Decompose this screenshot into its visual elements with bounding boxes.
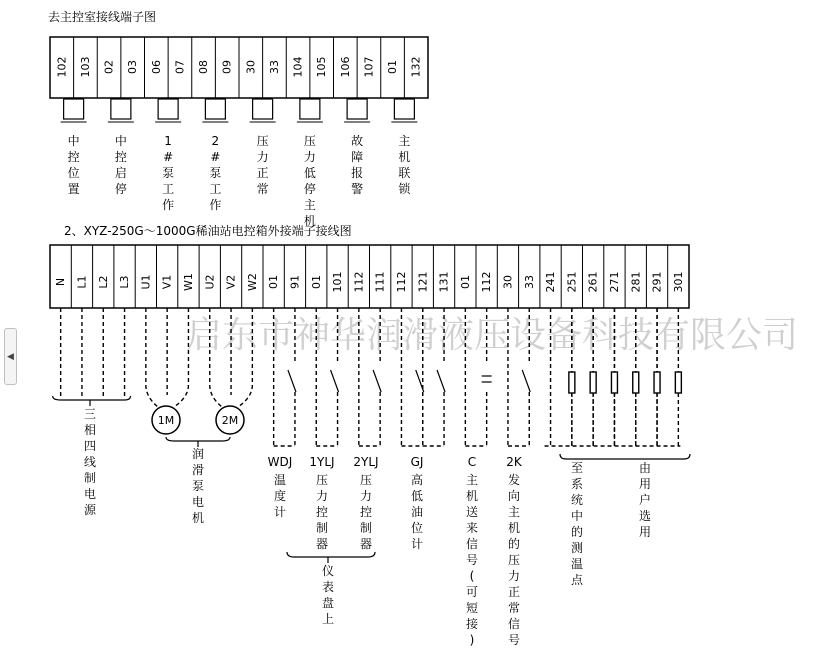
terminal-number: 281 [629, 271, 643, 293]
power-label-char: 线 [83, 455, 97, 469]
yl2-text-char: 压 [359, 473, 373, 487]
signal-2k-text-char: 的 [507, 537, 521, 551]
group-label-char: 机 [303, 214, 316, 228]
group-label-char: 2 [211, 134, 220, 148]
motor-label: 2M [221, 414, 239, 427]
yl2-text-char: 力 [359, 489, 373, 503]
section2-labels [84, 407, 651, 647]
connector-block [300, 99, 320, 119]
group-label [257, 134, 269, 196]
group-label-char: 压 [256, 134, 269, 148]
terminal-number: 30 [244, 60, 258, 74]
group-label-char: # [210, 150, 221, 164]
terminal-number: 111 [373, 271, 387, 293]
signal-2k-code: 2K [506, 455, 522, 469]
yl1-text-char: 制 [315, 521, 329, 535]
instrument-panel-label-char: 上 [321, 612, 335, 626]
switch-contact [288, 370, 296, 392]
group-label-char: 置 [67, 182, 80, 196]
instrument-panel-label-char: 仪 [321, 564, 335, 578]
yl2-text-char: 器 [359, 537, 373, 551]
terminal-number: 02 [102, 60, 116, 74]
gj-text-char: 高 [410, 473, 424, 487]
group-label-char: 控 [114, 150, 127, 164]
group-label-char: 力 [303, 150, 316, 164]
terminal-number: 01 [309, 275, 323, 289]
terminal-number: 132 [409, 56, 423, 78]
temperature-sensor [654, 372, 660, 393]
section1-connectors [61, 99, 418, 122]
group-label-char: 力 [256, 150, 269, 164]
section1-title: 去主控室接线端子图 [48, 10, 157, 24]
signal-2k-text-char: 力 [507, 569, 521, 583]
signal-2k-text-char: 发 [507, 473, 521, 487]
signal-c-text-char: 机 [465, 489, 479, 503]
terminal-number: 01 [267, 275, 281, 289]
section1-group-labels [68, 133, 412, 228]
signal-2k-text [508, 472, 520, 647]
power-label [84, 407, 97, 517]
terminal-number: 03 [126, 60, 140, 74]
yl2-text-char: 控 [359, 505, 373, 519]
group-label-char: 报 [351, 166, 364, 180]
terminal-number: 09 [220, 60, 234, 74]
signal-2k-text-char: 机 [507, 521, 521, 535]
instrument-panel-label [322, 564, 334, 626]
temperature-sensor [633, 372, 639, 393]
gj-text [411, 472, 423, 551]
signal-c-text [466, 473, 478, 647]
power-label-char: 四 [83, 439, 97, 453]
group-label-char: # [163, 150, 174, 164]
signal-c-text-char: 主 [465, 473, 479, 487]
group-label-char: 1 [164, 134, 172, 148]
terminal-number: 33 [267, 60, 281, 74]
group-label-char: 正 [256, 166, 269, 180]
group-label-char: 作 [162, 198, 175, 212]
instrument-brace [287, 552, 375, 557]
section2-terminal-cells [54, 245, 685, 308]
terminal-number: 112 [394, 271, 408, 293]
group-label-char: 工 [209, 182, 222, 196]
temperature-sensor [675, 372, 681, 393]
connector-block [64, 99, 84, 119]
signal-c-text-char: ) [469, 633, 475, 647]
group-label [68, 133, 80, 196]
pump-motor-label-char: 润 [191, 447, 205, 461]
to-system-label-char: 点 [570, 573, 584, 587]
to-system-label-char: 测 [570, 541, 584, 555]
instrument-panel-label-char: 表 [321, 580, 335, 594]
signal-c-text-char: 可 [465, 585, 479, 599]
group-label-char: 停 [114, 182, 127, 196]
group-label [115, 133, 127, 196]
signal-c-text-char: 信 [465, 537, 479, 551]
to-system-label-char: 温 [570, 557, 584, 571]
signal-c-text-char: 接 [465, 617, 479, 631]
yl1-text-char: 控 [315, 505, 329, 519]
connector-block [205, 99, 225, 119]
motor-brace [166, 437, 230, 441]
to-system-label-char: 中 [570, 509, 584, 523]
terminal-number: 121 [416, 271, 430, 293]
group-label-char: 低 [303, 166, 316, 180]
terminal-number: 131 [437, 271, 451, 293]
pump-motor-label-char: 泵 [191, 479, 205, 493]
terminal-number: U1 [139, 274, 153, 290]
to-system-label-char: 系 [570, 477, 584, 491]
yl2-text-char: 制 [359, 521, 373, 535]
signal-c-text-char: 送 [465, 505, 479, 519]
connector-block [253, 99, 273, 119]
gj-text-char: 油 [410, 505, 424, 519]
group-label-char: 主 [398, 134, 411, 148]
switch-contact [373, 370, 381, 392]
instrument-panel-label-char: 盘 [321, 596, 335, 610]
group-label-char: 停 [303, 182, 316, 196]
motor-lead [210, 385, 222, 407]
group-label-char: 中 [114, 134, 127, 148]
group-label-char: 障 [351, 150, 364, 164]
temperature-sensor [590, 372, 596, 393]
power-label-char: 源 [83, 503, 97, 517]
power-label-char: 制 [83, 471, 97, 485]
user-option-label-char: 选 [638, 509, 652, 523]
terminal-number: 102 [55, 56, 69, 78]
gj-text-char: 位 [410, 521, 424, 535]
terminal-number: 271 [607, 271, 621, 293]
group-label-char: 联 [398, 166, 411, 180]
group-label-char: 作 [209, 198, 222, 212]
motor-lead [174, 385, 188, 407]
user-option-label-char: 由 [638, 461, 652, 475]
connector-block [347, 99, 367, 119]
terminal-number: 105 [315, 56, 329, 78]
group-label [304, 134, 316, 228]
power-label-char: 三 [83, 407, 97, 421]
signal-2k-text-char: 正 [507, 585, 521, 599]
connector-block [394, 99, 414, 119]
group-label-char: 机 [398, 150, 411, 164]
to-system-label [571, 461, 584, 587]
terminal-number: V2 [224, 274, 238, 290]
terminal-number: W1 [181, 273, 195, 291]
yl1-text-char: 力 [315, 489, 329, 503]
signal-2k-text-char: 主 [507, 505, 521, 519]
terminal-number: 251 [565, 271, 579, 293]
group-label-char: 警 [351, 182, 364, 196]
user-option-label-char: 用 [638, 525, 652, 539]
signal-2k-text-char: 号 [507, 633, 521, 647]
user-option-label-char: 用 [638, 477, 652, 491]
power-label-char: 电 [83, 487, 97, 501]
terminal-number: U2 [203, 274, 217, 290]
terminal-number: N [54, 277, 68, 287]
switch-contact [522, 370, 530, 392]
pump-motor-label-char: 机 [191, 511, 205, 525]
terminal-number: 07 [173, 60, 187, 74]
terminal-number: 08 [197, 60, 211, 74]
section2-title: 2、XYZ-250G～1000G稀油站电控箱外接端子接线图 [64, 224, 352, 238]
terminal-number: 103 [78, 56, 92, 78]
terminal-number: 241 [544, 271, 558, 293]
temperature-sensor [569, 372, 575, 393]
terminal-number: 101 [331, 271, 345, 293]
signal-c-text-char: 来 [465, 521, 479, 535]
yl1-text-char: 压 [315, 473, 329, 487]
group-label-char: 故 [351, 134, 364, 148]
wdj-text-char: 度 [273, 489, 287, 503]
signal-c-text-char: 短 [465, 601, 479, 615]
gj-text-char: 低 [410, 489, 424, 503]
group-label-char: 位 [67, 166, 80, 180]
group-label-char: 工 [162, 182, 175, 196]
gj-code: GJ [410, 455, 424, 469]
power-brace [53, 396, 131, 400]
yl2-text [360, 473, 372, 551]
terminal-number: 30 [501, 275, 515, 289]
yl1-text [316, 473, 328, 551]
pump-motor-label [192, 447, 204, 525]
signal-c-text-char: 号 [465, 553, 479, 567]
terminal-number: 112 [352, 271, 366, 293]
wdj-text [274, 473, 286, 519]
switch-contact [331, 370, 339, 392]
terminal-number: 301 [671, 271, 685, 293]
motor-lead [146, 385, 158, 407]
connector-block [158, 99, 178, 119]
group-label-char: 控 [67, 150, 80, 164]
group-label-char: 启 [114, 166, 127, 180]
group-label [209, 134, 221, 212]
yl1-code: 1YLJ [309, 455, 335, 469]
terminal-number: 01 [458, 275, 472, 289]
group-label [162, 134, 174, 212]
group-label-char: 中 [67, 134, 80, 148]
terminal-number: 06 [149, 60, 163, 74]
group-label-char: 泵 [162, 166, 175, 180]
terminal-number: L1 [75, 275, 89, 289]
terminal-number: 104 [291, 56, 305, 78]
signal-2k-text-char: 常 [507, 601, 521, 615]
terminal-number: V1 [160, 274, 174, 290]
signal-2k-text-char: 信 [507, 617, 521, 631]
temp-points-brace [560, 454, 690, 459]
pump-motor-label-char: 电 [191, 495, 205, 509]
power-label-char: 相 [83, 423, 97, 437]
group-label [398, 134, 411, 196]
terminal-number: 01 [386, 60, 400, 74]
terminal-number: 91 [288, 275, 302, 289]
to-system-label-char: 统 [570, 493, 584, 507]
group-label-char: 常 [256, 182, 269, 196]
signal-2k-text-char: 向 [507, 489, 521, 503]
pump-motor-label-char: 滑 [191, 463, 205, 477]
terminal-number: 291 [650, 271, 664, 293]
watermark: 启东市神华润滑液压设备科技有限公司 [186, 315, 799, 356]
motor-lead [238, 385, 252, 407]
user-option-label [639, 460, 651, 539]
user-option-label-char: 户 [638, 493, 652, 507]
temperature-sensor [611, 372, 617, 393]
yl2-code: 2YLJ [353, 455, 379, 469]
section1-terminal-cells [55, 37, 422, 98]
signal-2k-text-char: 压 [507, 553, 521, 567]
connector-block [111, 99, 131, 119]
to-system-label-char: 的 [570, 525, 584, 539]
motor-label: 1M [157, 414, 175, 427]
group-label-char: 主 [303, 198, 316, 212]
signal-c-code: C [467, 455, 477, 469]
terminal-number: 112 [480, 271, 494, 293]
terminal-number: L2 [96, 275, 110, 289]
to-system-label-char: 至 [570, 461, 584, 475]
switch-contact [437, 370, 445, 392]
terminal-number: W2 [245, 273, 259, 291]
terminal-number: L3 [118, 275, 132, 289]
group-label-char: 压 [303, 134, 316, 148]
group-label-char: 泵 [209, 166, 222, 180]
wdj-code: WDJ [267, 455, 293, 469]
terminal-number: 106 [338, 56, 352, 78]
terminal-number: 107 [362, 56, 376, 78]
signal-c-text-char: ( [469, 569, 475, 583]
wdj-text-char: 计 [273, 505, 287, 519]
group-label-char: 锁 [398, 182, 411, 196]
group-label [351, 133, 363, 196]
left-scroll-arrow-icon[interactable]: ◀ [4, 328, 17, 385]
terminal-number: 261 [586, 271, 600, 293]
terminal-number: 33 [522, 275, 536, 289]
gj-text-char: 计 [410, 537, 424, 551]
yl1-text-char: 器 [315, 537, 329, 551]
wdj-text-char: 温 [273, 473, 287, 487]
